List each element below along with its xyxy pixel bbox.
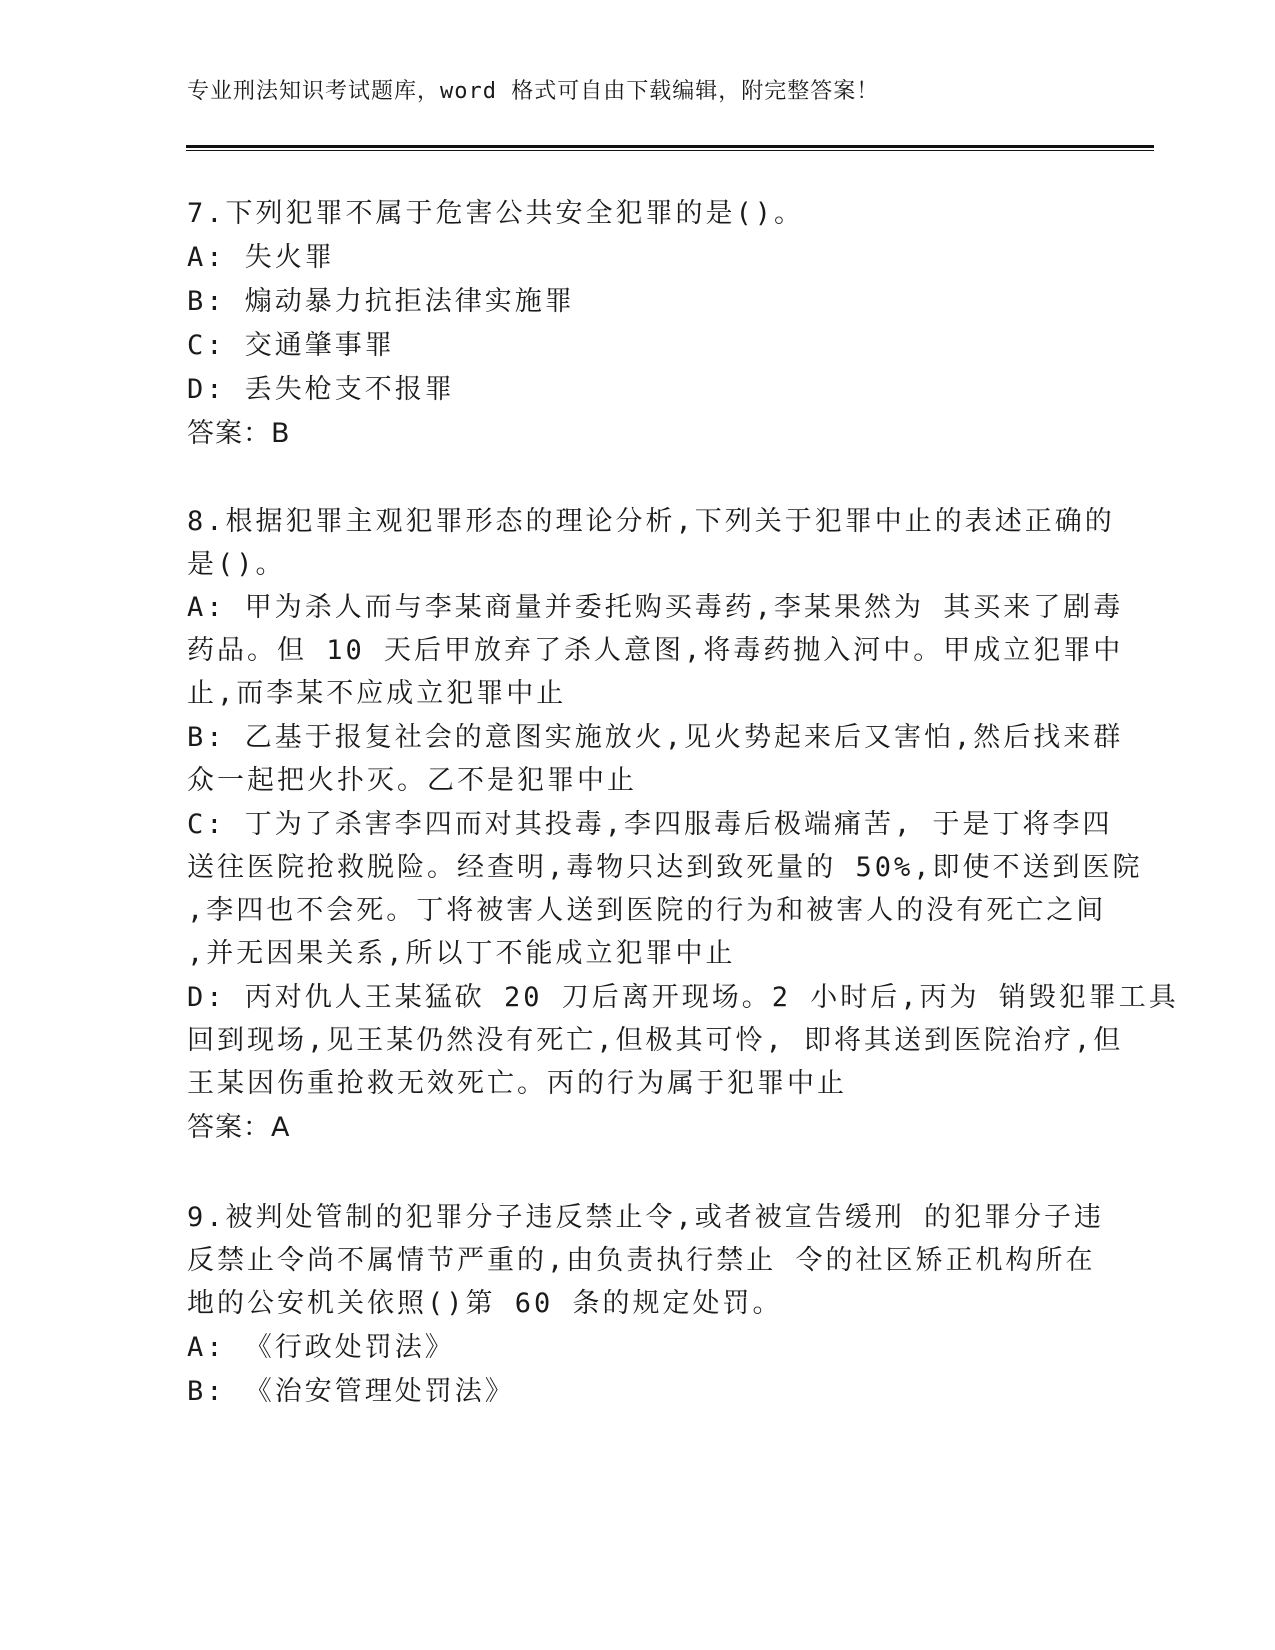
question-8-stem-line-1: 8.根据犯罪主观犯罪形态的理论分析,下列关于犯罪中止的表述正确的 xyxy=(187,506,1115,537)
question-7-option-b: B: 煽动暴力抗拒法律实施罪 xyxy=(187,286,575,317)
question-9-option-b: B: 《治安管理处罚法》 xyxy=(187,1376,515,1407)
question-7-answer: 答案：B xyxy=(187,418,291,449)
question-8-option-c-line-2: 送往医院抢救脱险。经查明,毒物只达到致死量的 50%,即使不送到医院 xyxy=(187,852,1143,883)
question-8-option-a-line-2: 药品。但 10 天后甲放弃了杀人意图,将毒药抛入河中。甲成立犯罪中 xyxy=(187,635,1124,666)
question-8-option-d-line-1: D: 丙对仇人王某猛砍 20 刀后离开现场。2 小时后,丙为 销毁犯罪工具 xyxy=(187,982,1179,1013)
question-8-answer: 答案：A xyxy=(187,1112,291,1143)
question-8-option-a-line-3: 止,而李某不应成立犯罪中止 xyxy=(187,678,567,709)
question-8-option-c-line-4: ,并无因果关系,所以丁不能成立犯罪中止 xyxy=(187,938,736,969)
question-8-stem-line-2: 是()。 xyxy=(187,549,286,580)
question-8-option-b-line-2: 众一起把火扑灭。乙不是犯罪中止 xyxy=(187,765,637,796)
header-rule-thin xyxy=(186,150,1154,151)
header-rule-thick xyxy=(186,145,1154,148)
question-7-option-d: D: 丢失枪支不报罪 xyxy=(187,374,455,405)
question-7-stem: 7.下列犯罪不属于危害公共安全犯罪的是()。 xyxy=(187,198,805,229)
question-8-option-d-line-2: 回到现场,见王某仍然没有死亡,但极其可怜, 即将其送到医院治疗,但 xyxy=(187,1025,1124,1056)
question-8-option-c-line-1: C: 丁为了杀害李四而对其投毒,李四服毒后极端痛苦, 于是丁将李四 xyxy=(187,809,1113,840)
question-9-stem-line-1: 9.被判处管制的犯罪分子违反禁止令,或者被宣告缓刑 的犯罪分子违 xyxy=(187,1202,1105,1233)
question-9-stem-line-2: 反禁止令尚不属情节严重的,由负责执行禁止 令的社区矫正机构所在 xyxy=(187,1245,1096,1276)
page-header: 专业刑法知识考试题库，word 格式可自由下载编辑，附完整答案！ xyxy=(187,79,880,104)
question-8-option-b-line-1: B: 乙基于报复社会的意图实施放火,见火势起来后又害怕,然后找来群 xyxy=(187,722,1124,753)
question-8-option-c-line-3: ,李四也不会死。丁将被害人送到医院的行为和被害人的没有死亡之间 xyxy=(187,895,1107,926)
question-7-option-c: C: 交通肇事罪 xyxy=(187,330,395,361)
question-8-option-d-line-3: 王某因伤重抢救无效死亡。丙的行为属于犯罪中止 xyxy=(187,1068,847,1099)
question-8-option-a-line-1: A: 甲为杀人而与李某商量并委托购买毒药,李某果然为 其买来了剧毒 xyxy=(187,592,1124,623)
question-9-stem-line-3: 地的公安机关依照()第 60 条的规定处罚。 xyxy=(187,1288,783,1319)
question-7-option-a: A: 失火罪 xyxy=(187,242,335,273)
question-9-option-a: A: 《行政处罚法》 xyxy=(187,1332,455,1363)
